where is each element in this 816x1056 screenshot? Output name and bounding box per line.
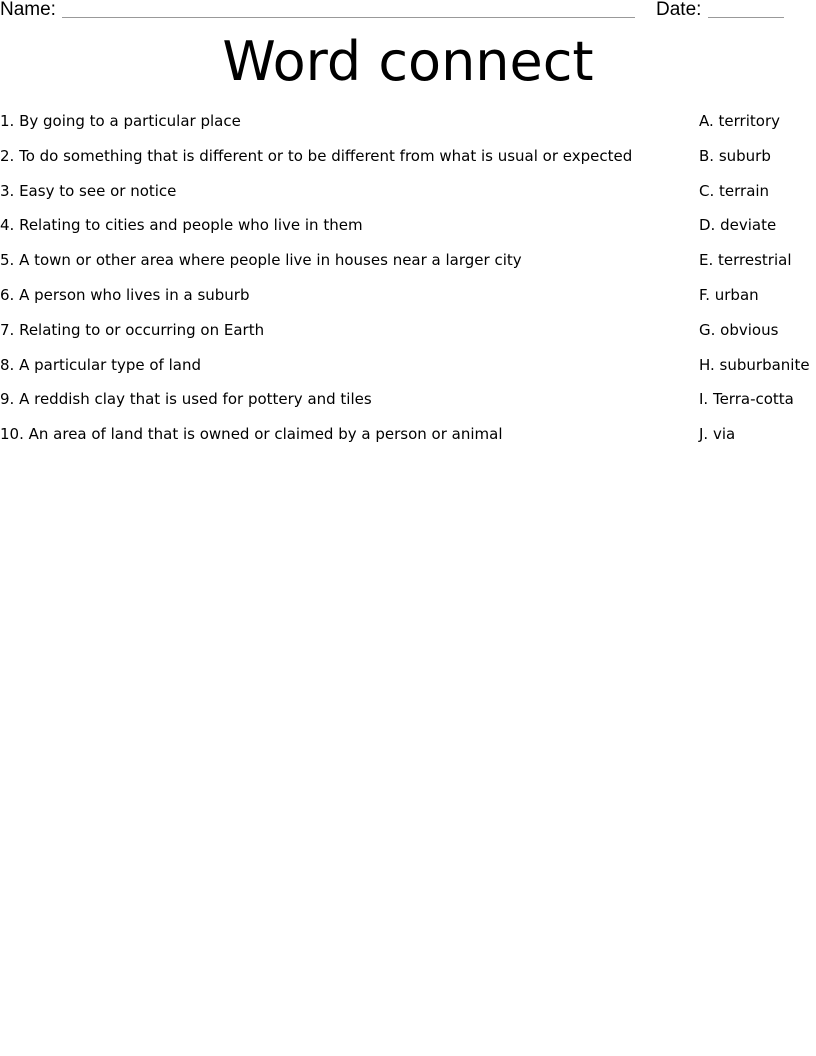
answer-item: J. via [699,425,736,444]
answer-list [699,111,816,459]
answer-item: D. deviate [699,216,777,235]
clue-item: 10. An area of land that is owned or claimed by a person or animal [0,425,503,444]
clue-item: 7. Relating to or occurring on Earth [0,320,265,339]
clue-item: 8. A particular type of land [0,355,201,374]
clue-item: 6. A person who lives in a suburb [0,285,250,304]
answer-item: H. suburbanite [699,355,810,374]
answer-item: C. terrain [699,181,770,200]
answer-item: E. terrestrial [699,251,792,270]
answer-item: A. territory [699,112,780,130]
clue-item: 4. Relating to cities and people who live in them [0,216,363,235]
clue-item: 5. A town or other area where people live in houses near a larger city [0,251,522,270]
name-blank-line [62,17,635,18]
answer-item: F. urban [699,285,759,304]
answer-item: G. obvious [699,320,779,339]
worksheet-header [0,0,816,24]
date-label: Date: [656,0,702,20]
answer-item: B. suburb [699,146,771,165]
clue-list [0,111,680,459]
clue-item: 3. Easy to see or notice [0,181,177,200]
date-blank-line [708,17,784,18]
clue-item: 1. By going to a particular place [0,112,241,130]
answer-item: I. Terra-cotta [699,390,794,409]
clue-item: 9. A reddish clay that is used for pottery and tiles [0,390,372,409]
clue-item: 2. To do something that is different or to be different from what is usual or expected [0,146,633,165]
name-label: Name: [0,0,56,20]
page-title: Word connect [222,30,594,93]
